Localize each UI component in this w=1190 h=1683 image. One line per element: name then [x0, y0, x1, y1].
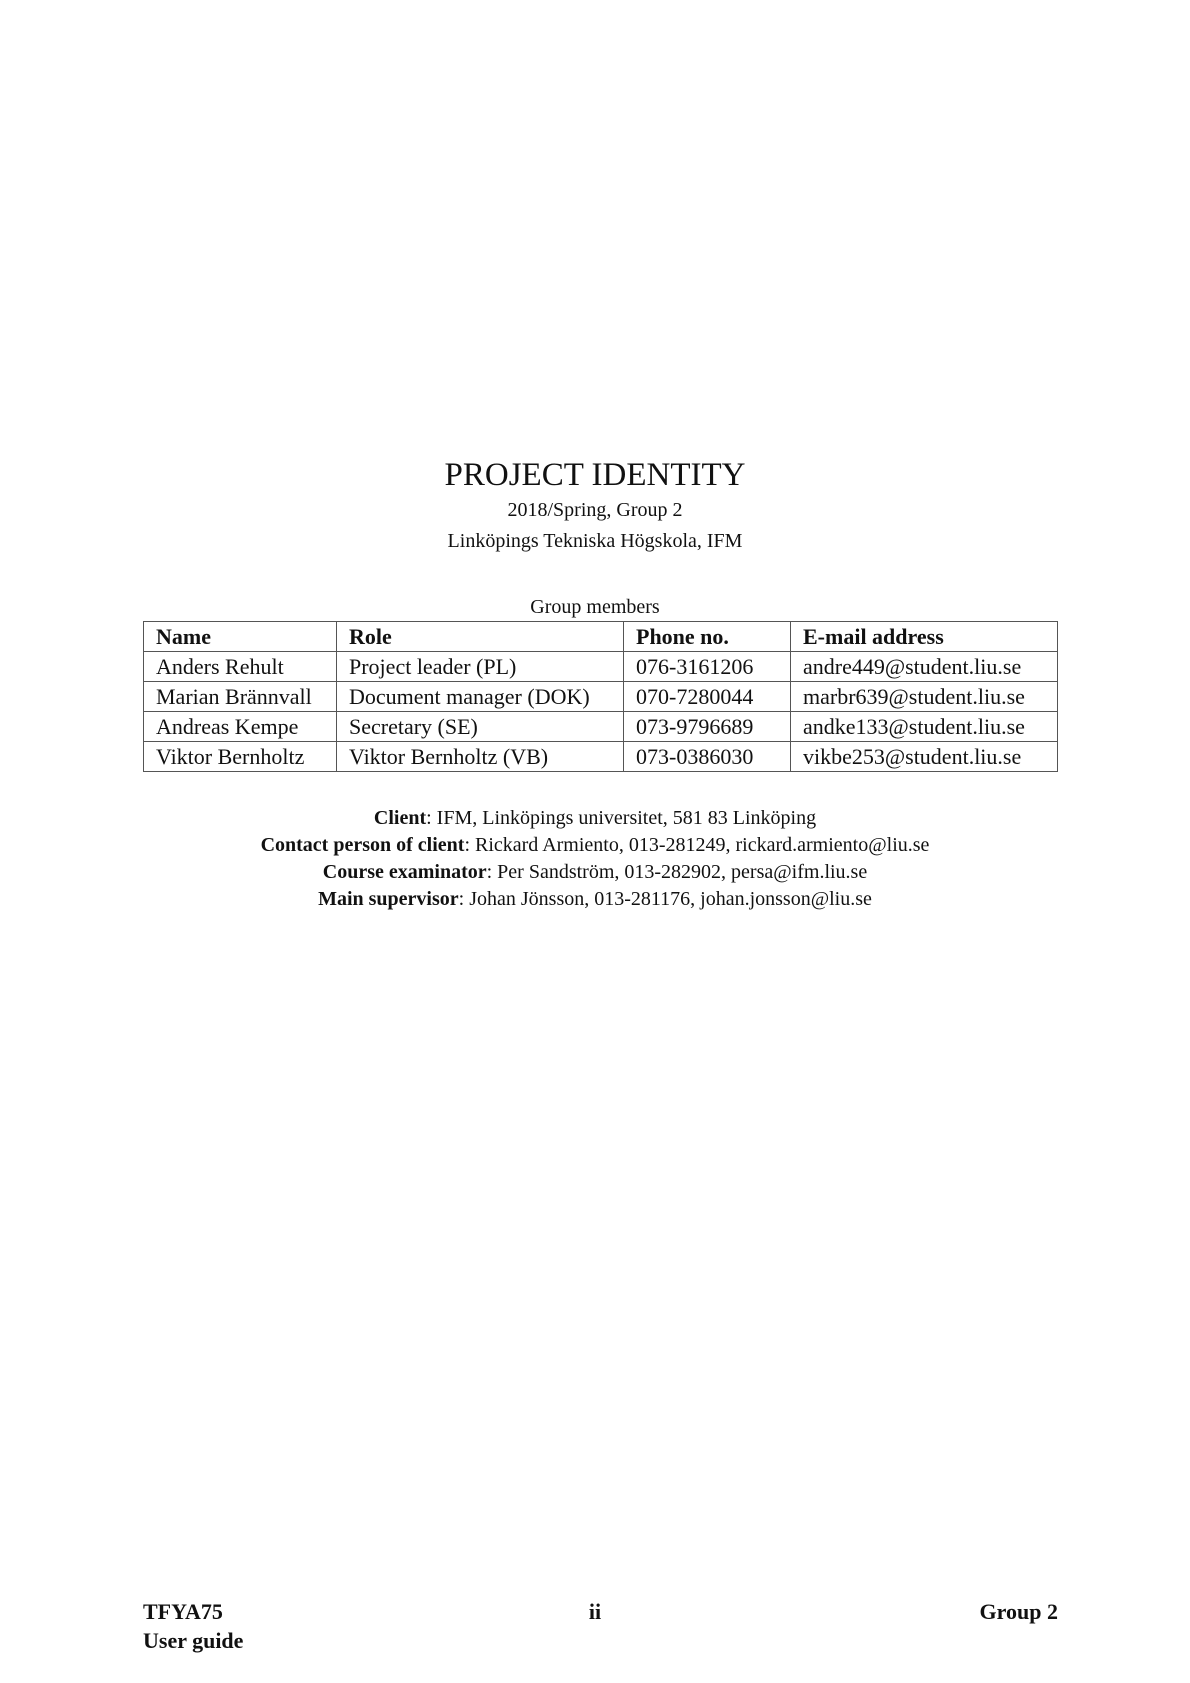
- supervisor-value: : Johan Jönsson, 013-281176, johan.jonsson@liu.se: [458, 888, 872, 910]
- page-number: ii: [588, 1599, 602, 1624]
- page-title: PROJECT IDENTITY: [444, 457, 746, 493]
- member-phone: 073-0386030: [624, 742, 791, 772]
- member-phone: 073-9796689: [624, 712, 791, 742]
- member-name: Andreas Kempe: [144, 712, 337, 742]
- institution-line: Linköpings Tekniska Högskola, IFM: [447, 530, 743, 552]
- member-phone: 070-7280044: [624, 682, 791, 712]
- footer-group: Group 2: [979, 1599, 1058, 1624]
- member-name: Anders Rehult: [144, 652, 337, 682]
- table-row: [144, 712, 1058, 742]
- document-type: User guide: [143, 1628, 244, 1653]
- member-name: Marian Brännvall: [144, 682, 337, 712]
- examinator-label: Course examinator: [322, 861, 487, 883]
- title-block: [0, 455, 1190, 557]
- member-name: Viktor Bernholtz: [144, 742, 337, 772]
- supervisor-line: [0, 886, 1190, 913]
- header-email: E-mail address: [791, 622, 1058, 652]
- header-name: Name: [144, 622, 337, 652]
- examinator-value: : Per Sandström, 013-282902, persa@ifm.liu.se: [486, 861, 868, 883]
- table-caption: Group members: [530, 596, 660, 618]
- table-row: [144, 682, 1058, 712]
- member-email: marbr639@student.liu.se: [791, 682, 1058, 712]
- examinator-line: [0, 859, 1190, 886]
- contact-info-block: [0, 805, 1190, 913]
- member-phone: 076-3161206: [624, 652, 791, 682]
- member-email: vikbe253@student.liu.se: [791, 742, 1058, 772]
- supervisor-label: Main supervisor: [318, 888, 459, 910]
- client-line: [0, 805, 1190, 832]
- table-row: [144, 742, 1058, 772]
- member-role: Viktor Bernholtz (VB): [337, 742, 624, 772]
- member-role: Project leader (PL): [337, 652, 624, 682]
- member-role: Secretary (SE): [337, 712, 624, 742]
- contact-person-value: : Rickard Armiento, 013-281249, rickard.armiento@liu.se: [464, 834, 930, 856]
- contact-person-line: [0, 832, 1190, 859]
- term-group-line: 2018/Spring, Group 2: [507, 499, 683, 521]
- course-code: TFYA75: [143, 1599, 223, 1624]
- contact-person-label: Contact person of client: [260, 834, 465, 856]
- member-email: andre449@student.liu.se: [791, 652, 1058, 682]
- header-role: Role: [337, 622, 624, 652]
- header-phone: Phone no.: [624, 622, 791, 652]
- client-value: : IFM, Linköpings universitet, 581 83 Linköping: [426, 807, 817, 829]
- group-members-table: [143, 621, 1058, 772]
- table-row: [144, 652, 1058, 682]
- client-label: Client: [373, 807, 427, 829]
- table-header-row: [144, 622, 1058, 652]
- member-role: Document manager (DOK): [337, 682, 624, 712]
- member-email: andke133@student.liu.se: [791, 712, 1058, 742]
